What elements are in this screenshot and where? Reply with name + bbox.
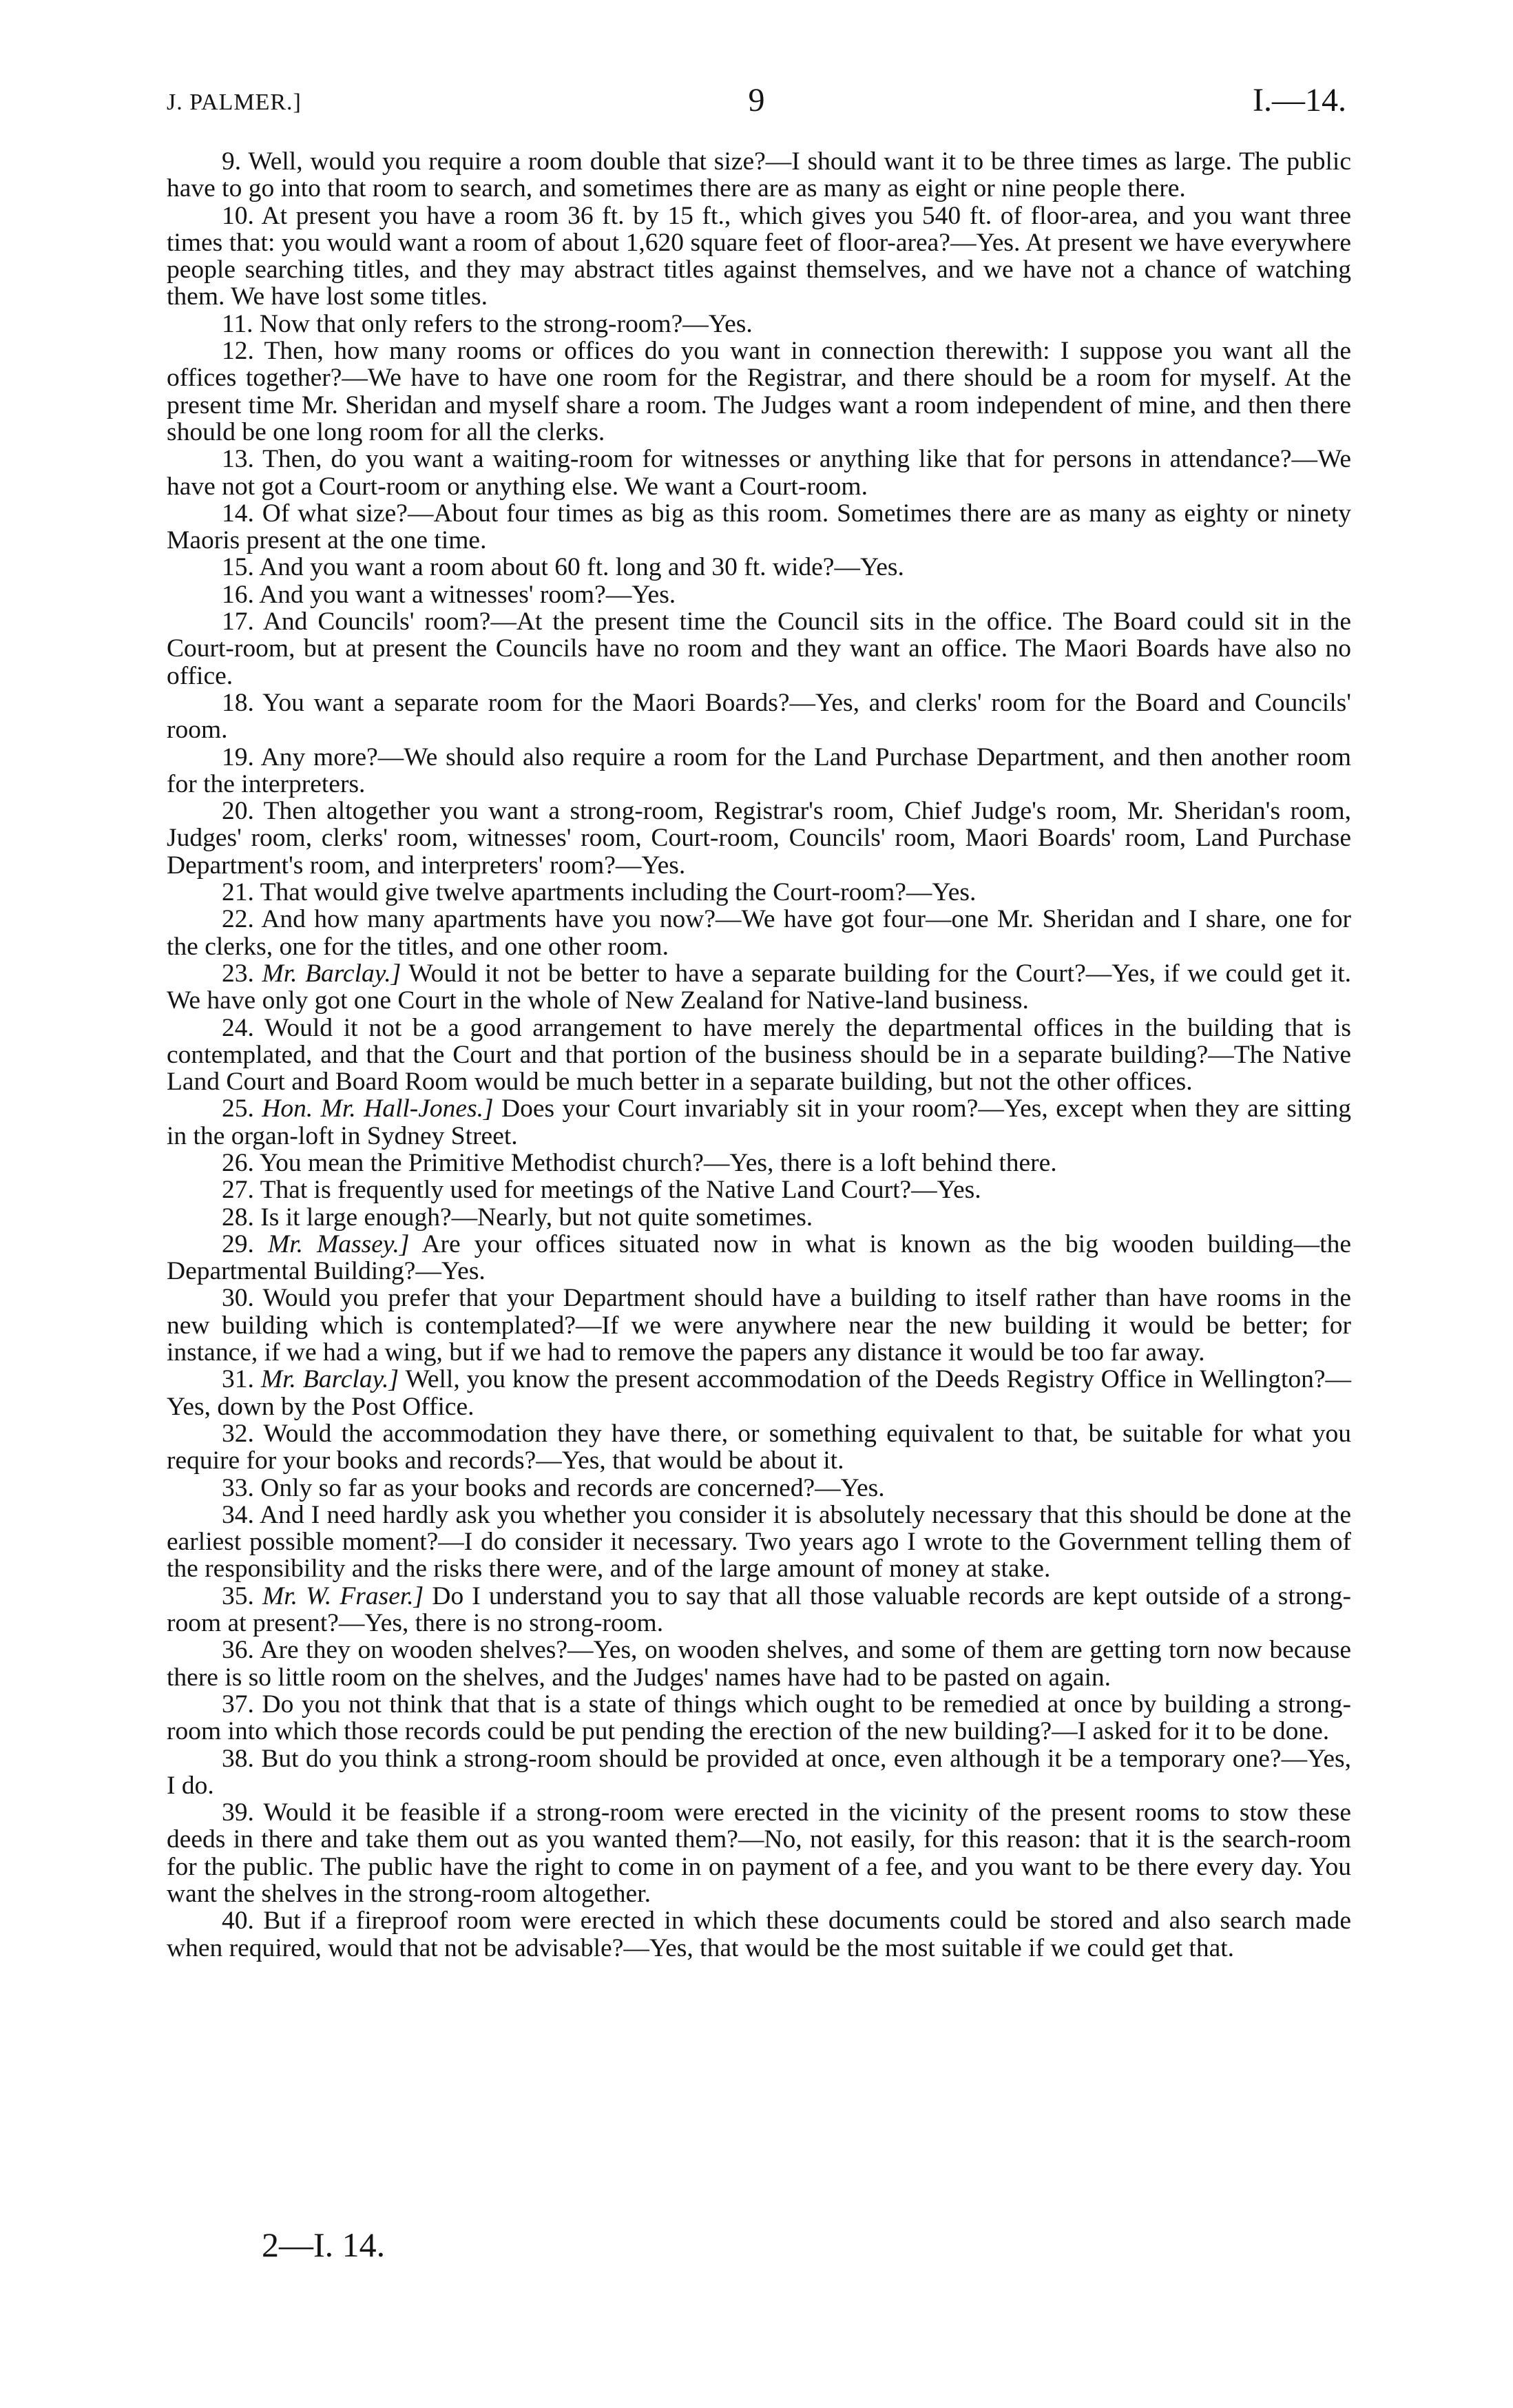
question-paragraph: [167, 1745, 1351, 1800]
question-number: 14.: [222, 499, 254, 528]
question-paragraph: [167, 1691, 1351, 1745]
question-number: 10.: [222, 201, 254, 230]
question-number: 34.: [222, 1500, 254, 1529]
question-paragraph: [167, 311, 1351, 338]
question-answer-text: You want a separate room for the Maori Boards?—Yes, and clerks' room for the Board and Councils' room.: [167, 688, 1351, 745]
question-answer-text: Well, would you require a room double that size?—I should want it to be three times as large. The public have to go into that room to search, and sometimes there are as many as eight or nine people there.: [167, 147, 1351, 203]
question-paragraph: [167, 148, 1351, 203]
question-number: 31.: [222, 1365, 254, 1394]
question-number: 26.: [222, 1148, 254, 1177]
question-answer-text: Do you not think that that is a state of things which ought to be remedied at once by building a strong-room into which those records could be put pending the erection of the new building?—I asked for it to be done.: [167, 1690, 1351, 1746]
question-number: 21.: [222, 878, 254, 907]
question-paragraph: [167, 906, 1351, 960]
question-answer-text: That is frequently used for meetings of the Native Land Court?—Yes.: [260, 1176, 981, 1205]
question-answer-text: Would it be feasible if a strong-room were erected in the vicinity of the present rooms to stow these deeds in there and take them out as you wanted them?—No, not easily, for this reason: that it is the search-room for the public. The public have the right to come in on payment of a fee, and you want to be there every day. You want the shelves in the strong-room altogether.: [167, 1798, 1351, 1908]
question-number: 13.: [222, 445, 254, 474]
question-number: 9.: [222, 147, 242, 176]
question-number: 23.: [222, 959, 254, 988]
question-answer-text: Then altogether you want a strong-room, Registrar's room, Chief Judge's room, Mr. Sheridan's room, Judges' room, clerks' room, witnesses' room, Court-room, Councils' room, Maori Boards' room, Land Purchase Department's room, and interpreters' room?—Yes.: [167, 797, 1351, 880]
question-paragraph: [167, 338, 1351, 446]
question-paragraph: [167, 744, 1351, 798]
question-paragraph: [167, 1502, 1351, 1583]
question-answer-text: Would it not be a good arrangement to have merely the departmental offices in the building that is contemplated, and that the Court and that portion of the business should be in a separate building?—The Native Land Court and Board Room would be much better in a separate building, but not the other offices.: [167, 1013, 1352, 1097]
question-number: 19.: [222, 743, 254, 771]
question-answer-text: Any more?—We should also require a room for the Land Purchase Department, and then another room for the interpreters.: [167, 743, 1351, 798]
question-answer-text: Of what size?—About four times as big as this room. Sometimes there are as many as eighty or ninety Maoris present at the one time.: [167, 499, 1352, 555]
question-paragraph: [167, 1015, 1351, 1096]
speaker-name: Hon. Mr. Hall-Jones.]: [262, 1094, 494, 1123]
question-answer-text: And I need hardly ask you whether you consider it is absolutely necessary that this should be done at the earliest possible moment?—I do consider it necessary. Two years ago I wrote to the Government telling them of the responsibility and the risks there were, and of the large amount of money at stake.: [167, 1500, 1352, 1584]
speaker-name: Mr. Barclay.]: [260, 1365, 399, 1394]
question-answer-text: That would give twelve apartments including the Court-room?—Yes.: [260, 878, 977, 907]
question-paragraph: [167, 608, 1351, 689]
question-paragraph: [167, 1231, 1351, 1285]
question-paragraph: [167, 1285, 1351, 1366]
question-answer-text: Now that only refers to the strong-room?—Yes.: [259, 309, 753, 338]
question-answer-text: Would the accommodation they have there, or something equivalent to that, be suitable for what you require for your books and records?—Yes, that would be about it.: [167, 1419, 1351, 1475]
question-answer-text: Are your offices situated now in what is known as the big wooden building—the Departmental Building?—Yes.: [167, 1229, 1351, 1286]
question-answer-text: But if a fireproof room were erected in which these documents could be stored and also search made when required, would that not be advisable?—Yes, that would be the most suitable if we could get that.: [167, 1907, 1352, 1962]
question-answer-text: And you want a witnesses' room?—Yes.: [259, 580, 676, 609]
question-answer-text: And Councils' room?—At the present time the Council sits in the office. The Board could sit in the Court-room, but at present the Councils have no room and they want an office. The Maori Boards have also no office.: [167, 608, 1351, 690]
question-number: 39.: [222, 1798, 254, 1827]
question-answer-text: And you want a room about 60 ft. long and 30 ft. wide?—Yes.: [259, 553, 904, 582]
question-paragraph: [167, 203, 1351, 311]
question-answer-text: You mean the Primitive Methodist church?—Yes, there is a loft behind there.: [259, 1148, 1057, 1177]
speaker-name: Mr. W. Fraser.]: [262, 1581, 424, 1610]
question-paragraph: [167, 581, 1351, 608]
question-answer-text: Are they on wooden shelves?—Yes, on wooden shelves, and some of them are getting torn now because there is so little room on the shelves, and the Judges' names have had to be pasted on again.: [167, 1636, 1351, 1692]
question-paragraph: [167, 554, 1351, 581]
question-paragraph: [167, 1420, 1351, 1475]
question-number: 24.: [222, 1013, 254, 1042]
document-body: [167, 148, 1351, 1962]
question-number: 12.: [222, 337, 254, 366]
question-number: 15.: [222, 553, 254, 582]
question-answer-text: Do I understand you to say that all those valuable records are kept outside of a strong-room at present?—Yes, there is no strong-room.: [167, 1581, 1352, 1638]
document-reference: I.—14.: [1253, 82, 1346, 118]
question-number: 16.: [222, 580, 254, 609]
page-number: 9: [748, 82, 765, 118]
question-number: 22.: [222, 905, 254, 934]
speaker-name: Mr. Barclay.]: [262, 959, 401, 988]
question-answer-text: Well, you know the present accommodation of the Deeds Registry Office in Wellington?—Yes, down by the Post Office.: [167, 1365, 1352, 1421]
question-number: 29.: [222, 1229, 254, 1258]
question-number: 33.: [222, 1473, 254, 1502]
question-answer-text: At present you have a room 36 ft. by 15 ft., which gives you 540 ft. of floor-area, and you want three times that: you would want a room of about 1,620 square feet of floor-area?—Yes. At present we have everywhere people searching titles, and they may abstract titles against themselves, and we have not a chance of watching them. We have lost some titles.: [167, 201, 1352, 311]
question-paragraph: [167, 1583, 1351, 1637]
question-paragraph: [167, 446, 1351, 500]
question-paragraph: [167, 1176, 1351, 1203]
question-answer-text: Then, do you want a waiting-room for witnesses or anything like that for persons in attendance?—We have not got a Court-room or anything else. We want a Court-room.: [167, 445, 1351, 501]
question-paragraph: [167, 1204, 1351, 1231]
question-answer-text: Does your Court invariably sit in your room?—Yes, except when they are sitting in the organ-loft in Sydney Street.: [167, 1094, 1352, 1150]
question-answer-text: And how many apartments have you now?—We have got four—one Mr. Sheridan and I share, one for the clerks, one for the titles, and one other room.: [167, 905, 1351, 961]
question-number: 18.: [222, 688, 254, 717]
speaker-name: Mr. Massey.]: [267, 1229, 410, 1258]
question-paragraph: [167, 1637, 1351, 1691]
question-answer-text: Would you prefer that your Department should have a building to itself rather than have rooms in the new building which is contemplated?—If we were anywhere near the new building it would be better; for instance, if we had a wing, but if we had to remove the papers any distance it would be too far away.: [167, 1284, 1351, 1367]
question-number: 28.: [222, 1203, 254, 1232]
question-number: 11.: [222, 309, 253, 338]
question-paragraph: [167, 1475, 1351, 1502]
question-number: 40.: [222, 1907, 254, 1935]
question-number: 37.: [222, 1690, 254, 1719]
question-number: 17.: [222, 608, 254, 636]
question-paragraph: [167, 1366, 1351, 1420]
question-paragraph: [167, 798, 1351, 879]
question-paragraph: [167, 960, 1351, 1015]
question-number: 38.: [222, 1744, 254, 1773]
signature-mark: 2—I. 14.: [262, 2225, 386, 2264]
question-number: 25.: [222, 1094, 254, 1123]
question-number: 32.: [222, 1419, 254, 1448]
question-answer-text: Is it large enough?—Nearly, but not quite sometimes.: [260, 1203, 813, 1232]
page-header: [167, 81, 1346, 129]
question-answer-text: Only so far as your books and records are concerned?—Yes.: [260, 1473, 885, 1502]
question-paragraph: [167, 1799, 1351, 1907]
question-paragraph: [167, 500, 1351, 554]
question-number: 27.: [222, 1176, 254, 1205]
question-paragraph: [167, 689, 1351, 744]
question-number: 20.: [222, 797, 254, 826]
question-paragraph: [167, 879, 1351, 906]
question-paragraph: [167, 1150, 1351, 1176]
witness-name: J. PALMER.]: [167, 90, 302, 115]
question-answer-text: Then, how many rooms or offices do you want in connection therewith: I suppose you want all the offices together?—We have to have one room for the Registrar, and there should be a room for myself. At the present time Mr. Sheridan and myself share a room. The Judges want a room independent of mine, and then there should be one long room for all the clerks.: [167, 337, 1352, 446]
question-answer-text: But do you think a strong-room should be provided at once, even although it be a temporary one?—Yes, I do.: [167, 1744, 1352, 1800]
question-number: 35.: [222, 1581, 254, 1610]
question-answer-text: Would it not be better to have a separate building for the Court?—Yes, if we could get it. We have only got one Court in the whole of New Zealand for Native-land business.: [167, 959, 1351, 1015]
question-paragraph: [167, 1907, 1351, 1962]
question-paragraph: [167, 1095, 1351, 1150]
question-number: 36.: [222, 1636, 254, 1665]
question-number: 30.: [222, 1284, 254, 1313]
